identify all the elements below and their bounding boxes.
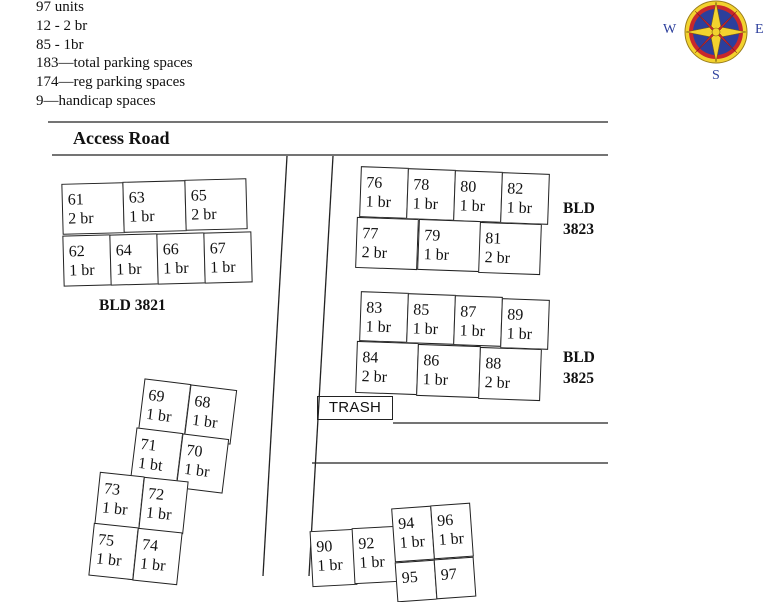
unit-type: 1 br: [145, 405, 173, 426]
unit-77[interactable]: [355, 217, 419, 270]
unit-type: 1 br: [191, 411, 219, 432]
unit-type: 1 br: [365, 193, 392, 212]
unit-number: 95: [401, 568, 419, 587]
unit-number: 85: [413, 301, 430, 319]
unit-61[interactable]: [61, 182, 124, 235]
building-3825-line2: 3825: [563, 370, 594, 387]
unit-97[interactable]: [434, 557, 477, 600]
unit-number: 67: [209, 240, 226, 258]
building-3825-line1: BLD: [563, 349, 595, 366]
unit-74[interactable]: [132, 528, 182, 585]
unit-78[interactable]: [406, 168, 456, 221]
unit-number: 82: [507, 180, 524, 198]
unit-type: 2 br: [484, 374, 511, 393]
unit-type: 1 br: [399, 533, 426, 552]
unit-type: 1 br: [438, 530, 465, 549]
unit-number: 63: [128, 189, 145, 207]
building-3823-line2: 3823: [563, 221, 594, 238]
unit-number: 64: [115, 242, 132, 260]
unit-number: 78: [413, 176, 430, 194]
unit-type: 1 br: [210, 258, 236, 277]
unit-type: 1 br: [183, 460, 211, 481]
unit-type: 1 bt: [137, 454, 164, 475]
unit-number: 77: [362, 225, 379, 243]
unit-type: 1 br: [459, 322, 486, 341]
unit-number: 88: [485, 355, 502, 373]
unit-type: 1 br: [69, 261, 95, 280]
unit-number: 69: [147, 387, 166, 406]
unit-65[interactable]: [184, 178, 247, 231]
unit-type: 1 br: [101, 499, 129, 519]
unit-number: 96: [436, 511, 454, 530]
unit-number: 92: [357, 535, 375, 553]
unit-number: 97: [440, 565, 458, 584]
unit-number: 90: [315, 538, 333, 556]
unit-type: 1 br: [358, 553, 386, 572]
unit-type: 2 br: [191, 205, 217, 224]
building-3821-label: [99, 295, 166, 316]
unit-number: 84: [362, 349, 379, 367]
unit-type: 1 br: [365, 318, 392, 337]
unit-number: 74: [141, 536, 159, 555]
stat-units: 97 units: [36, 0, 84, 15]
unit-82[interactable]: [500, 172, 550, 225]
unit-type: 2 br: [484, 249, 511, 268]
unit-type: 1 br: [422, 371, 449, 389]
unit-type: 2 br: [361, 244, 388, 263]
unit-72[interactable]: [138, 477, 188, 534]
unit-94[interactable]: [391, 506, 435, 563]
unit-type: 2 br: [68, 209, 94, 228]
unit-90[interactable]: [310, 529, 358, 587]
unit-76[interactable]: [359, 166, 409, 219]
unit-type: 1 br: [95, 550, 123, 570]
unit-type: 1 br: [316, 556, 344, 575]
unit-95[interactable]: [395, 560, 438, 602]
unit-88[interactable]: [478, 347, 542, 401]
road-edge-right: [309, 156, 333, 576]
unit-87[interactable]: [453, 295, 503, 347]
unit-type: 1 br: [129, 208, 155, 226]
compass-east-label: E: [755, 22, 764, 37]
unit-type: 1 br: [423, 246, 450, 264]
road-edge-left: [263, 156, 287, 576]
unit-type: 1 br: [506, 325, 533, 344]
unit-number: 66: [162, 241, 179, 259]
unit-type: 1 br: [412, 320, 439, 339]
unit-96[interactable]: [430, 503, 474, 560]
unit-80[interactable]: [453, 170, 503, 223]
unit-86[interactable]: [416, 344, 481, 398]
unit-number: 61: [67, 191, 84, 209]
unit-number: 75: [97, 531, 115, 550]
unit-number: 87: [460, 303, 477, 321]
unit-type: 2 br: [361, 368, 388, 387]
stat-reg-parking: 174—reg parking spaces: [36, 74, 186, 91]
building-3821-name: BLD 3821: [99, 297, 166, 314]
unit-85[interactable]: [406, 293, 456, 345]
unit-type: 1 br: [459, 197, 486, 216]
unit-type: 1 br: [412, 195, 439, 214]
unit-number: 72: [147, 485, 165, 504]
unit-number: 80: [460, 178, 477, 196]
unit-number: 62: [68, 243, 85, 261]
unit-73[interactable]: [94, 472, 144, 529]
unit-number: 76: [366, 174, 383, 192]
stat-1br: 85 - 1br: [36, 36, 84, 53]
unit-number: 79: [424, 227, 441, 245]
unit-number: 65: [190, 187, 207, 205]
unit-number: 71: [139, 436, 158, 455]
building-3823-line1: BLD: [563, 200, 595, 217]
unit-number: 81: [485, 230, 502, 248]
unit-type: 1 br: [163, 259, 189, 278]
unit-64[interactable]: [109, 233, 158, 285]
unit-number: 89: [507, 306, 524, 324]
unit-number: 94: [397, 514, 415, 533]
unit-62[interactable]: [62, 234, 111, 286]
unit-type: 1 br: [116, 260, 142, 279]
trash-area: TRASH: [317, 396, 393, 420]
unit-number: 68: [193, 393, 212, 412]
unit-type: 1 br: [145, 504, 173, 524]
building-3825-label: [563, 347, 595, 389]
unit-number: 70: [185, 442, 204, 461]
unit-84[interactable]: [355, 341, 419, 395]
compass-rose-icon: [663, 0, 763, 88]
unit-63[interactable]: [122, 180, 186, 233]
stat-handicap: 9—handicap spaces: [36, 92, 156, 109]
unit-number: 73: [103, 480, 121, 499]
unit-type: 1 br: [139, 555, 167, 575]
stat-2br: 12 - 2 br: [36, 17, 88, 34]
compass-south-label: S: [712, 68, 720, 83]
unit-type: 1 br: [506, 199, 533, 218]
unit-number: 83: [366, 299, 383, 317]
unit-81[interactable]: [478, 222, 542, 275]
unit-67[interactable]: [203, 231, 252, 283]
building-3823-label: [563, 198, 595, 240]
compass-west-label: W: [663, 22, 677, 37]
unit-statistics: [36, 0, 193, 111]
unit-66[interactable]: [156, 232, 205, 284]
unit-75[interactable]: [88, 523, 138, 580]
unit-number: 86: [423, 352, 440, 370]
unit-83[interactable]: [359, 291, 409, 343]
unit-89[interactable]: [500, 298, 550, 350]
stat-total-parking: 183—total parking spaces: [36, 55, 193, 72]
access-road-label: Access Road: [73, 128, 170, 148]
unit-79[interactable]: [417, 219, 482, 272]
